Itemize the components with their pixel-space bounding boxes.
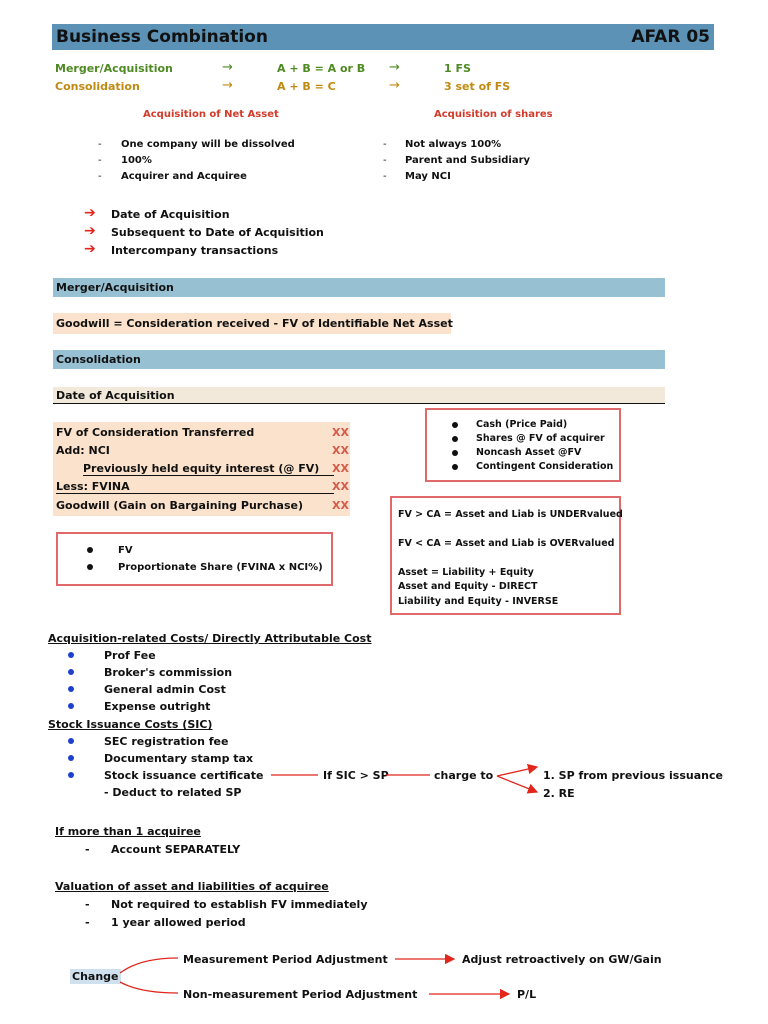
sic-option: 1. SP from previous issuance <box>543 769 723 782</box>
list-item: May NCI <box>405 171 451 182</box>
list-item: 100% <box>121 155 152 166</box>
list-item: Not always 100% <box>405 139 502 150</box>
computation-value: XX <box>332 480 349 493</box>
summary-arrow-icon: → <box>222 78 233 93</box>
sic-note: - Deduct to related SP <box>104 786 242 799</box>
change-result: Adjust retroactively on GW/Gain <box>462 953 662 966</box>
list-item: Subsequent to Date of Acquisition <box>111 226 324 239</box>
sic-charge: charge to <box>434 769 494 782</box>
section-title: Consolidation <box>56 353 141 366</box>
list-item: Broker's commission <box>104 666 233 679</box>
goodwill-formula: Goodwill = Consideration received - FV of Identifiable Net Asset <box>56 317 453 330</box>
red-arrow-icon: ➔ <box>84 241 96 257</box>
change-curve-up <box>120 958 178 973</box>
list-item: Contingent Consideration <box>452 461 613 472</box>
section-bar-consolidation <box>53 350 665 369</box>
computation-label: Less: FVINA <box>56 480 334 494</box>
red-arrow-icon: ➔ <box>84 223 96 239</box>
valuation-acquiree-heading: Valuation of asset and liabilities of acquiree <box>55 880 329 893</box>
left-column-heading: Acquisition of Net Asset <box>143 109 279 120</box>
change-label: Change <box>72 970 119 983</box>
computation-value: XX <box>332 426 349 439</box>
list-item: Proportionate Share (FVINA x NCI%) <box>87 562 323 573</box>
computation-label: Goodwill (Gain on Bargaining Purchase) <box>56 499 304 512</box>
goodwill-formula-highlight <box>53 313 451 334</box>
subject-code: AFAR 05 <box>631 27 710 47</box>
summary-arrow-icon: → <box>389 60 400 75</box>
connector-branch <box>497 767 537 776</box>
acq-costs-heading: Acquisition-related Costs/ Directly Attributable Cost <box>48 632 372 645</box>
title-bar <box>52 24 714 50</box>
list-item: Prof Fee <box>104 649 156 662</box>
change-branch: Non-measurement Period Adjustment <box>183 988 418 1001</box>
summary-consolidation-label: Consolidation <box>55 80 140 93</box>
computation-value: XX <box>332 499 349 512</box>
computation-label: Previously held equity interest (@ FV) <box>83 462 334 476</box>
valuation-line: Asset = Liability + Equity <box>398 567 534 578</box>
bullet-icon <box>68 755 74 761</box>
valuation-line: Asset and Equity - DIRECT <box>398 581 538 592</box>
change-result: P/L <box>517 988 537 1001</box>
bullet-icon <box>87 564 93 570</box>
right-column-heading: Acquisition of shares <box>434 109 553 120</box>
dash-marker: - <box>85 843 90 856</box>
list-item: FV <box>87 545 133 556</box>
bullet-icon <box>452 450 458 456</box>
dash-marker: - <box>383 155 387 166</box>
date-of-acquisition-bar <box>53 387 665 404</box>
summary-merger-label: Merger/Acquisition <box>55 62 173 75</box>
list-item: Noncash Asset @FV <box>452 447 581 458</box>
dash-marker: - <box>383 139 387 150</box>
connector-branch <box>497 776 537 792</box>
bullet-icon <box>68 772 74 778</box>
sic-option: 2. RE <box>543 787 575 800</box>
summary-merger-result: 1 FS <box>444 62 471 75</box>
list-item: Date of Acquisition <box>111 208 230 221</box>
nci-measurement-box <box>56 532 333 586</box>
computation-label: Add: NCI <box>56 444 110 457</box>
dash-marker: - <box>98 139 102 150</box>
summary-consolidation-formula: A + B = C <box>277 80 336 93</box>
list-item: Expense outright <box>104 700 211 713</box>
bullet-icon <box>68 738 74 744</box>
valuation-line: Liability and Equity - INVERSE <box>398 596 559 607</box>
list-item: Stock issuance certificate <box>104 769 264 782</box>
bullet-icon <box>68 703 74 709</box>
more-acquiree-heading: If more than 1 acquiree <box>55 825 201 838</box>
list-item: One company will be dissolved <box>121 139 295 150</box>
list-item: Account SEPARATELY <box>111 843 241 856</box>
list-item: Parent and Subsidiary <box>405 155 531 166</box>
sic-condition: If SIC > SP <box>323 769 389 782</box>
list-item: General admin Cost <box>104 683 226 696</box>
bullet-icon <box>68 652 74 658</box>
date-of-acquisition-heading: Date of Acquisition <box>56 389 175 402</box>
list-item: Not required to establish FV immediately <box>111 898 368 911</box>
list-item: SEC registration fee <box>104 735 229 748</box>
summary-arrow-icon: → <box>222 60 233 75</box>
summary-consolidation-result: 3 set of FS <box>444 80 511 93</box>
list-item: Shares @ FV of acquirer <box>452 433 605 444</box>
list-item: Documentary stamp tax <box>104 752 254 765</box>
section-bar-merger <box>53 278 665 297</box>
list-item: Cash (Price Paid) <box>452 419 567 430</box>
dash-marker: - <box>98 171 102 182</box>
dash-marker: - <box>85 916 90 929</box>
computation-value: XX <box>332 444 349 457</box>
bullet-icon <box>452 422 458 428</box>
change-curve-down <box>120 982 178 993</box>
dash-marker: - <box>98 155 102 166</box>
bullet-icon <box>452 436 458 442</box>
dash-marker: - <box>383 171 387 182</box>
list-item: Acquirer and Acquiree <box>121 171 247 182</box>
bullet-icon <box>68 686 74 692</box>
sic-heading: Stock Issuance Costs (SIC) <box>48 718 213 731</box>
change-branch: Measurement Period Adjustment <box>183 953 388 966</box>
list-item: 1 year allowed period <box>111 916 246 929</box>
section-title: Merger/Acquisition <box>56 281 174 294</box>
summary-merger-formula: A + B = A or B <box>277 62 366 75</box>
list-item: Intercompany transactions <box>111 244 279 257</box>
summary-arrow-icon: → <box>389 78 400 93</box>
bullet-icon <box>87 547 93 553</box>
computation-value: XX <box>332 462 349 475</box>
page-title: Business Combination <box>56 27 268 47</box>
dash-marker: - <box>85 898 90 911</box>
red-arrow-icon: ➔ <box>84 205 96 221</box>
valuation-line: FV > CA = Asset and Liab is UNDERvalued <box>398 509 623 520</box>
bullet-icon <box>452 464 458 470</box>
computation-label: FV of Consideration Transferred <box>56 426 255 439</box>
valuation-line: FV < CA = Asset and Liab is OVERvalued <box>398 538 615 549</box>
bullet-icon <box>68 669 74 675</box>
